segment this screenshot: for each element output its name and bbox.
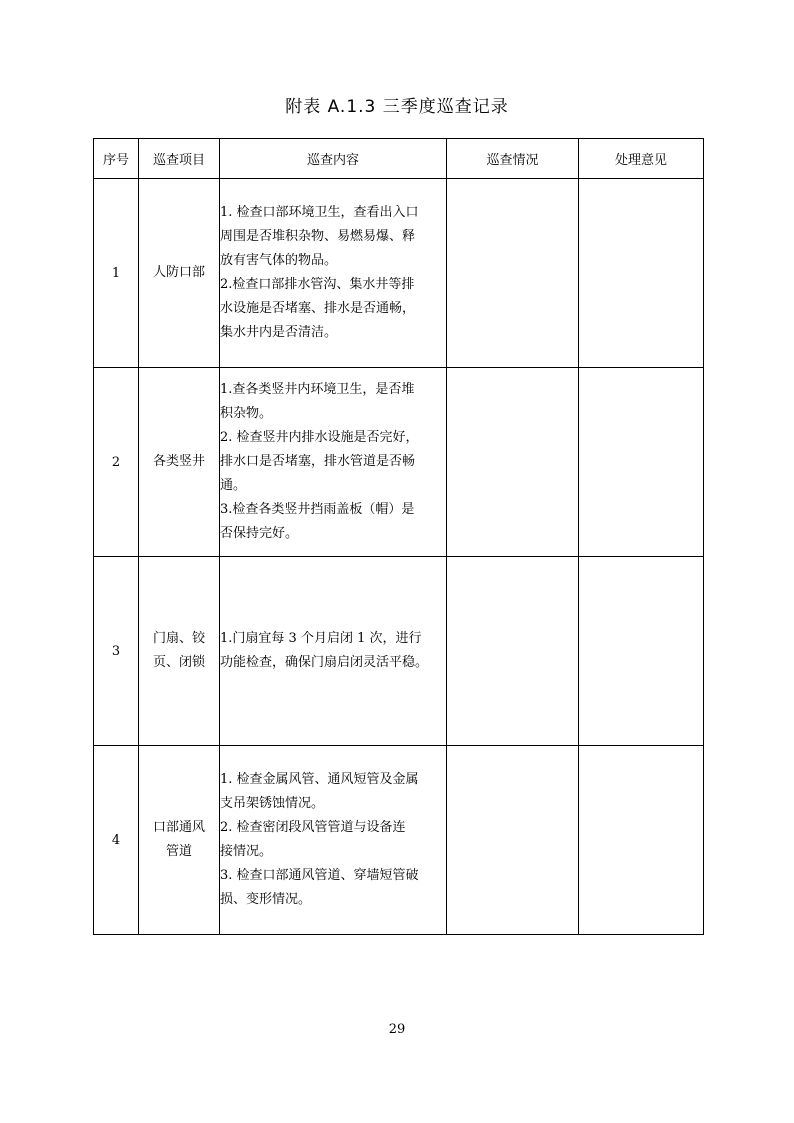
header-status: 巡查情况 xyxy=(447,139,579,179)
inspection-record-table xyxy=(93,138,704,935)
handling-opinion-cell xyxy=(579,179,704,368)
item-line: 口部通风 xyxy=(152,820,205,835)
item-line: 管道 xyxy=(165,844,192,859)
inspection-item xyxy=(139,746,220,935)
table-row xyxy=(94,746,704,935)
content-line: 排水口是否堵塞，排水管道是否畅 xyxy=(220,454,416,469)
inspection-status-cell xyxy=(447,746,579,935)
content-line: 2. 检查竖井内排水设施是否完好， xyxy=(220,430,419,445)
inspection-item xyxy=(139,368,220,557)
content-line: 1.查各类竖井内环境卫生，是否堆 xyxy=(220,382,415,397)
content-line: 功能检查，确保门扇启闭灵活平稳。 xyxy=(220,655,429,670)
content-line: 周围是否堆积杂物、易燃易爆、释 xyxy=(220,229,416,244)
inspection-item xyxy=(139,179,220,368)
item-line: 页、闭锁 xyxy=(152,655,205,670)
handling-opinion-cell xyxy=(579,557,704,746)
item-line: 人防口部 xyxy=(152,265,205,280)
row-number: 1 xyxy=(94,179,139,368)
content-line: 2.检查口部排水管沟、集水井等排 xyxy=(220,277,415,292)
table-header-row xyxy=(94,139,704,179)
inspection-content xyxy=(220,368,447,557)
item-line: 门扇、铰 xyxy=(152,631,205,646)
row-number: 4 xyxy=(94,746,139,935)
table-row xyxy=(94,557,704,746)
item-line: 各类竖井 xyxy=(152,454,205,469)
table-row xyxy=(94,368,704,557)
content-line: 1. 检查口部环境卫生，查看出入口 xyxy=(220,205,419,220)
inspection-item xyxy=(139,557,220,746)
content-line: 通。 xyxy=(220,478,247,493)
content-line: 接情况。 xyxy=(220,844,273,859)
handling-opinion-cell xyxy=(579,746,704,935)
inspection-status-cell xyxy=(447,179,579,368)
page-number: 29 xyxy=(388,1022,406,1037)
header-content: 巡查内容 xyxy=(220,139,447,179)
header-item: 巡查项目 xyxy=(139,139,220,179)
inspection-status-cell xyxy=(447,368,579,557)
page-title: 附表 A.1.3 三季度巡查记录 xyxy=(285,97,509,117)
content-line: 损、变形情况。 xyxy=(220,892,312,907)
content-line: 否保持完好。 xyxy=(220,526,299,541)
inspection-content xyxy=(220,557,447,746)
header-opinion: 处理意见 xyxy=(579,139,704,179)
inspection-content xyxy=(220,179,447,368)
content-line: 1. 检查金属风管、通风短管及金属 xyxy=(220,772,419,787)
content-line: 放有害气体的物品。 xyxy=(220,253,338,268)
content-line: 3.检查各类竖井挡雨盖板（帽）是 xyxy=(220,502,415,517)
handling-opinion-cell xyxy=(579,368,704,557)
content-line: 3. 检查口部通风管道、穿墙短管破 xyxy=(220,868,419,883)
content-line: 集水井内是否清洁。 xyxy=(220,325,338,340)
content-line: 2. 检查密闭段风管管道与设备连 xyxy=(220,820,406,835)
inspection-content xyxy=(220,746,447,935)
row-number: 2 xyxy=(94,368,139,557)
content-line: 支吊架锈蚀情况。 xyxy=(220,796,325,811)
content-line: 1.门扇宜每 3 个月启闭 1 次，进行 xyxy=(220,631,422,646)
header-no: 序号 xyxy=(94,139,139,179)
row-number: 3 xyxy=(94,557,139,746)
table-row xyxy=(94,179,704,368)
content-line: 积杂物。 xyxy=(220,406,273,421)
inspection-status-cell xyxy=(447,557,579,746)
content-line: 水设施是否堵塞、排水是否通畅， xyxy=(220,301,416,316)
